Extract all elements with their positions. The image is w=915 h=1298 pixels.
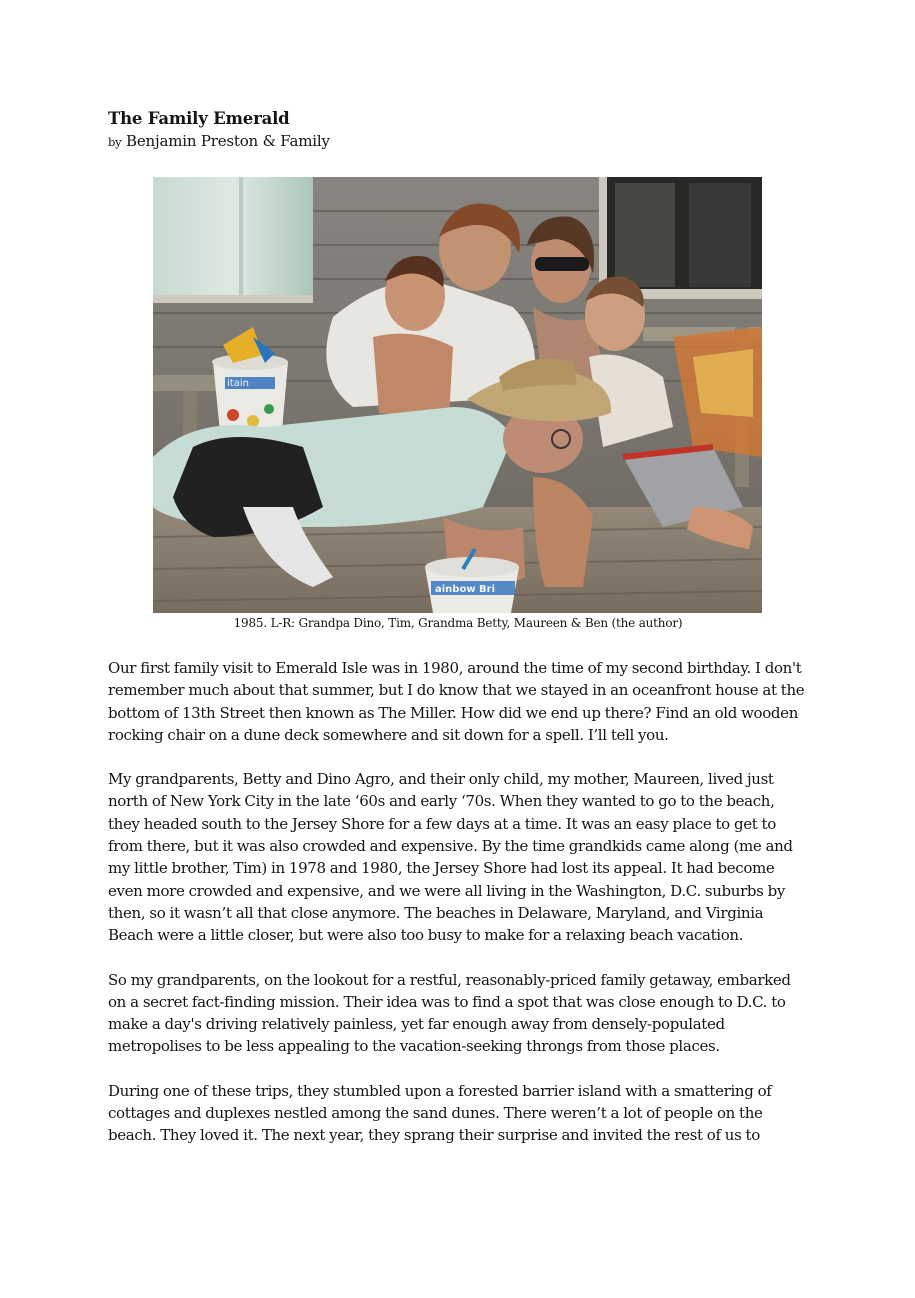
paragraph-4: During one of these trips, they stumbled upon a forested barrier island with a smattering of cottages and duplexes nestled among the sand dunes. There weren’t a lot of people on the beach. They loved it. The next year, they sprang their surprise and invited the rest of us to — [108, 1081, 772, 1145]
bucket-label-1: itain — [227, 378, 249, 389]
article-body — [108, 657, 808, 1169]
article — [108, 108, 808, 1145]
photo-caption: 1985. L-R: Grandpa Dino, Tim, Grandma Betty, Maureen & Ben (the author) — [233, 616, 683, 630]
paragraph-1: Our first family visit to Emerald Isle was in 1980, around the time of my second birthday. I don't remember much about that summer, but I do know that we stayed in an oceanfront house at the bottom of 13th Street then known as The Miller. How did we end up there? Find an old wooden rocking chair on a dune deck somewhere and sit down for a spell. I’ll tell you. — [108, 659, 805, 744]
byline-prefix: by — [108, 135, 122, 149]
family-photo — [153, 177, 762, 613]
byline — [108, 130, 808, 153]
paragraph-2: My grandparents, Betty and Dino Agro, and their only child, my mother, Maureen, lived just north of New York City in the late ‘60s and early ‘70s. When they wanted to go to the beach, they headed south to the Jersey Shore for a few days at a time. It was an easy place to get to from there, but it was also crowded and expensive. By the time grandkids came along (me and my little brother, Tim) in 1978 and 1980, the Jersey Shore had lost its appeal. It had become even more crowded and expensive, and we were all living in the Washington, D.C. suburbs by then, so it wasn’t all that close anymore. The beaches in Delaware, Maryland, and Virginia Beach were a little closer, but were also too busy to make for a relaxing beach vacation. — [108, 770, 793, 945]
article-title: The Family Emerald — [108, 109, 290, 128]
bucket-label-2: ainbow Bri — [435, 584, 496, 595]
byline-authors: Benjamin Preston & Family — [126, 132, 330, 150]
paragraph-3: So my grandparents, on the lookout for a restful, reasonably-priced family getaway, embarked on a secret fact-finding mission. Their idea was to find a spot that was close enough to D.C. to make a day's driving relatively painless, yet far enough away from densely-populated metropolises to be less appealing to the vacation-seeking throngs from those places. — [108, 970, 791, 1056]
